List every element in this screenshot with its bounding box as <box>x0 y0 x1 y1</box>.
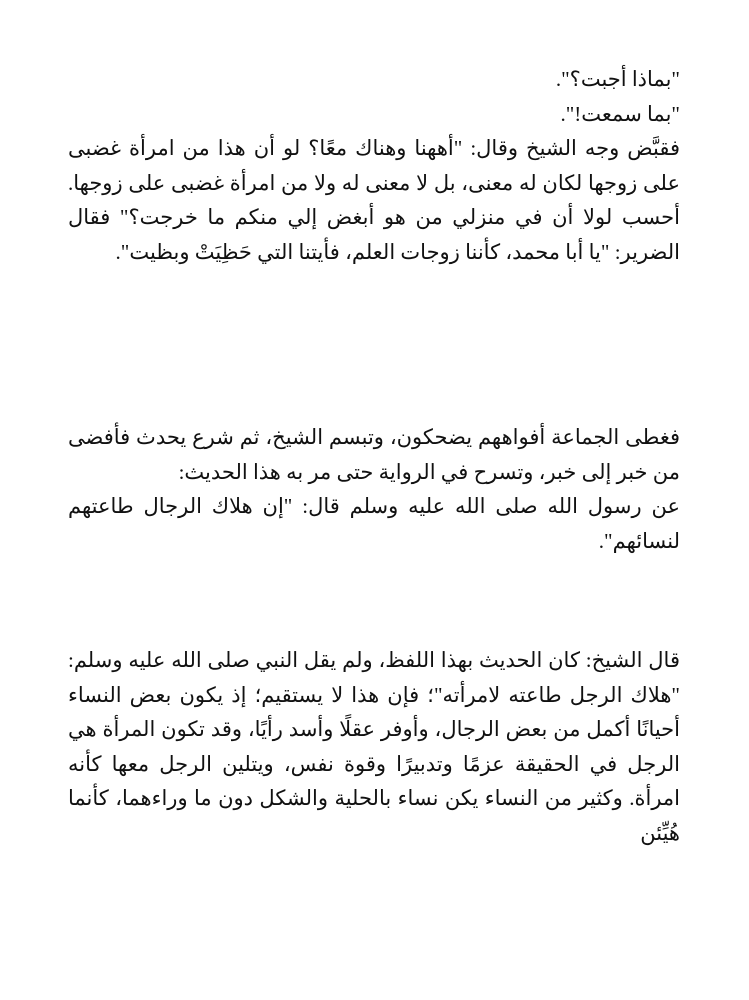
paragraph-narration: فغطى الجماعة أفواههم يضحكون، وتبسم الشيخ، ثم شرع يحدث فأفضى من خبر إلى خبر، وتسرح في الرواية حتى مر به هذا الحديث: <box>68 425 680 484</box>
paragraph-sheikh-reply: فقبَّض وجه الشيخ وقال: "أههنا وهناك معًا؟ لو أن هذا من امرأة غضبى على زوجها لكان له معنى، بل لا معنى له ولا من امرأة غضبى على زوجها. أحسب لولا أن في منزلي من هو أبغض إلي منكم ما خرجت؟" فقال الضرير: "يا أبا محمد، كأننا زوجات العلم، فأيتنا التي حَظِيَتْ وبظيت". <box>68 136 680 264</box>
paragraph-question: "بماذا أجبت؟". <box>555 67 680 91</box>
text-block-hadith <box>68 420 680 558</box>
paragraph-commentary: قال الشيخ: كان الحديث بهذا اللفظ، ولم يقل النبي صلى الله عليه وسلم: "هلاك الرجل طاعته لامرأته"؛ فإن هذا لا يستقيم؛ إذ يكون بعض النساء أحيانًا أكمل من بعض الرجال، وأوفر عقلًا وأسد رأيًا، وقد تكون المرأة هي الرجل في الحقيقة عزمًا وتدبيرًا وقوة نفس، ويتلين الرجل معها كأنه امرأة. وكثير من النساء يكن نساء بالحلية والشكل دون ما وراءهما، كأنما هُيِّئن <box>68 648 680 845</box>
paragraph-answer: "بما سمعت!". <box>560 101 680 126</box>
text-block-dialogue <box>68 62 680 269</box>
text-block-commentary <box>68 643 680 850</box>
paragraph-hadith: عن رسول الله صلى الله عليه وسلم قال: "إن هلاك الرجال طاعتهم لنسائهم". <box>68 494 680 553</box>
